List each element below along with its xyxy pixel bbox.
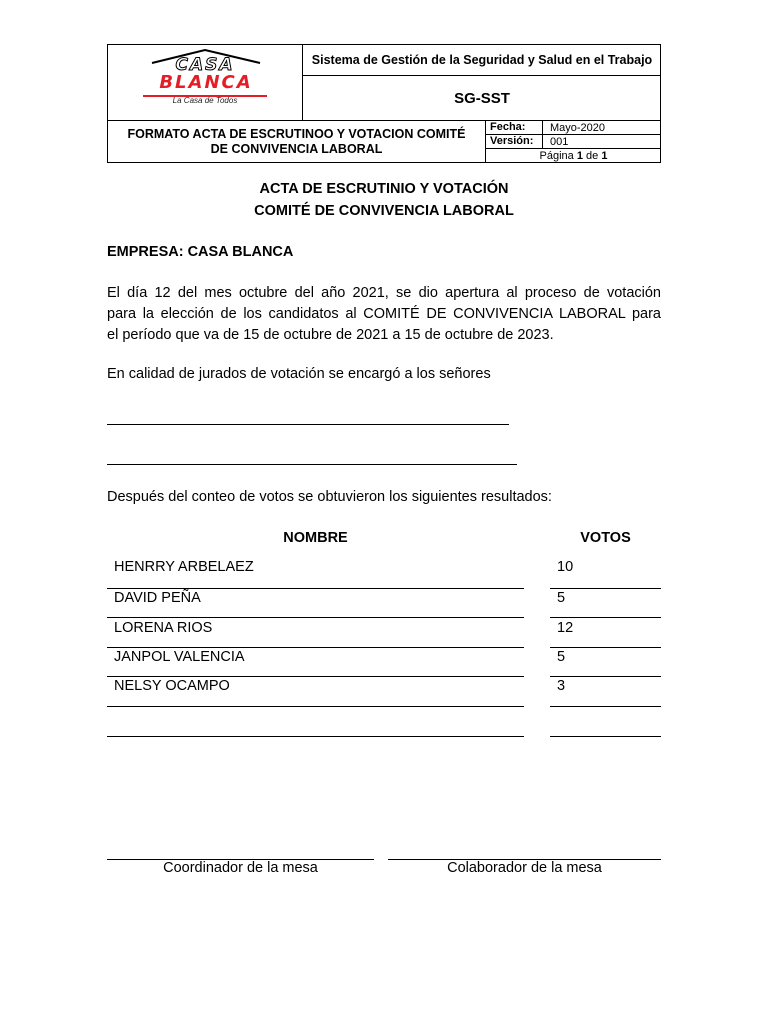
candidate-votes: 10 <box>557 559 574 575</box>
version-label: Versión: <box>490 135 534 147</box>
column-header-name: NOMBRE <box>283 530 348 546</box>
page-number: 1 <box>576 150 583 162</box>
candidate-votes: 12 <box>557 620 574 636</box>
results-intro: Después del conteo de votos se obtuvieron los siguientes resultados: <box>107 489 552 505</box>
coordinator-label: Coordinador de la mesa <box>163 860 318 876</box>
row-line <box>550 736 661 737</box>
candidate-name: NELSY OCAMPO <box>114 678 230 694</box>
candidate-name: JANPOL VALENCIA <box>114 649 245 665</box>
jurado-signature-line <box>107 424 509 425</box>
paragraph-line: El día 12 del mes octubre del año 2021, se dio apertura al proceso de votación <box>107 285 661 301</box>
page-total: 1 <box>601 150 608 162</box>
row-line <box>550 647 661 648</box>
candidate-name: DAVID PEÑA <box>114 590 201 606</box>
document-title-line1: ACTA DE ESCRUTINIO Y VOTACIÓN <box>259 181 509 197</box>
paragraph-line: el período que va de 15 de octubre de 2021 a 15 de octubre de 2023. <box>107 327 554 343</box>
row-line <box>550 676 661 677</box>
version-value: 001 <box>550 136 569 148</box>
page-label: Página <box>539 150 574 162</box>
company-name: EMPRESA: CASA BLANCA <box>107 244 294 260</box>
format-title-line1: FORMATO ACTA DE ESCRUTINOO Y VOTACION COMITÉ <box>127 127 466 141</box>
candidate-name: HENRRY ARBELAEZ <box>114 559 254 575</box>
candidate-votes: 3 <box>557 678 566 694</box>
row-line <box>107 736 524 737</box>
logo-blanca: BLANCA <box>159 72 253 93</box>
system-code: SG-SST <box>454 89 510 107</box>
system-title: Sistema de Gestión de la Seguridad y Salud en el Trabajo <box>311 53 653 67</box>
row-line <box>550 706 661 707</box>
format-title <box>108 121 485 163</box>
collaborator-label: Colaborador de la mesa <box>447 860 602 876</box>
format-title-line2: DE CONVIVENCIA LABORAL <box>210 142 383 156</box>
row-line <box>107 617 524 618</box>
row-line <box>107 706 524 707</box>
opening-paragraph <box>107 283 661 346</box>
row-line <box>107 676 524 677</box>
divider <box>542 120 543 148</box>
logo-tagline: La Casa de Todos <box>172 96 238 105</box>
fecha-label: Fecha: <box>490 121 526 133</box>
company-logo <box>140 49 270 109</box>
document-title-line2: COMITÉ DE CONVIVENCIA LABORAL <box>254 203 514 219</box>
candidate-name: LORENA RIOS <box>114 620 213 636</box>
candidate-votes: 5 <box>557 590 566 606</box>
paragraph-line: para la elección de los candidatos al COMITÉ DE CONVIVENCIA LABORAL para <box>107 306 661 322</box>
logo-casa: CASA <box>175 55 235 75</box>
jurados-text: En calidad de jurados de votación se encargó a los señores <box>107 366 491 382</box>
column-header-votes: VOTOS <box>580 530 631 546</box>
row-line <box>550 588 661 589</box>
jurado-signature-line <box>107 464 517 465</box>
row-line <box>107 588 524 589</box>
row-line <box>550 617 661 618</box>
fecha-value: Mayo-2020 <box>550 122 606 134</box>
page-of: de <box>586 150 599 162</box>
page-indicator <box>486 149 661 163</box>
row-line <box>107 647 524 648</box>
candidate-votes: 5 <box>557 649 566 665</box>
